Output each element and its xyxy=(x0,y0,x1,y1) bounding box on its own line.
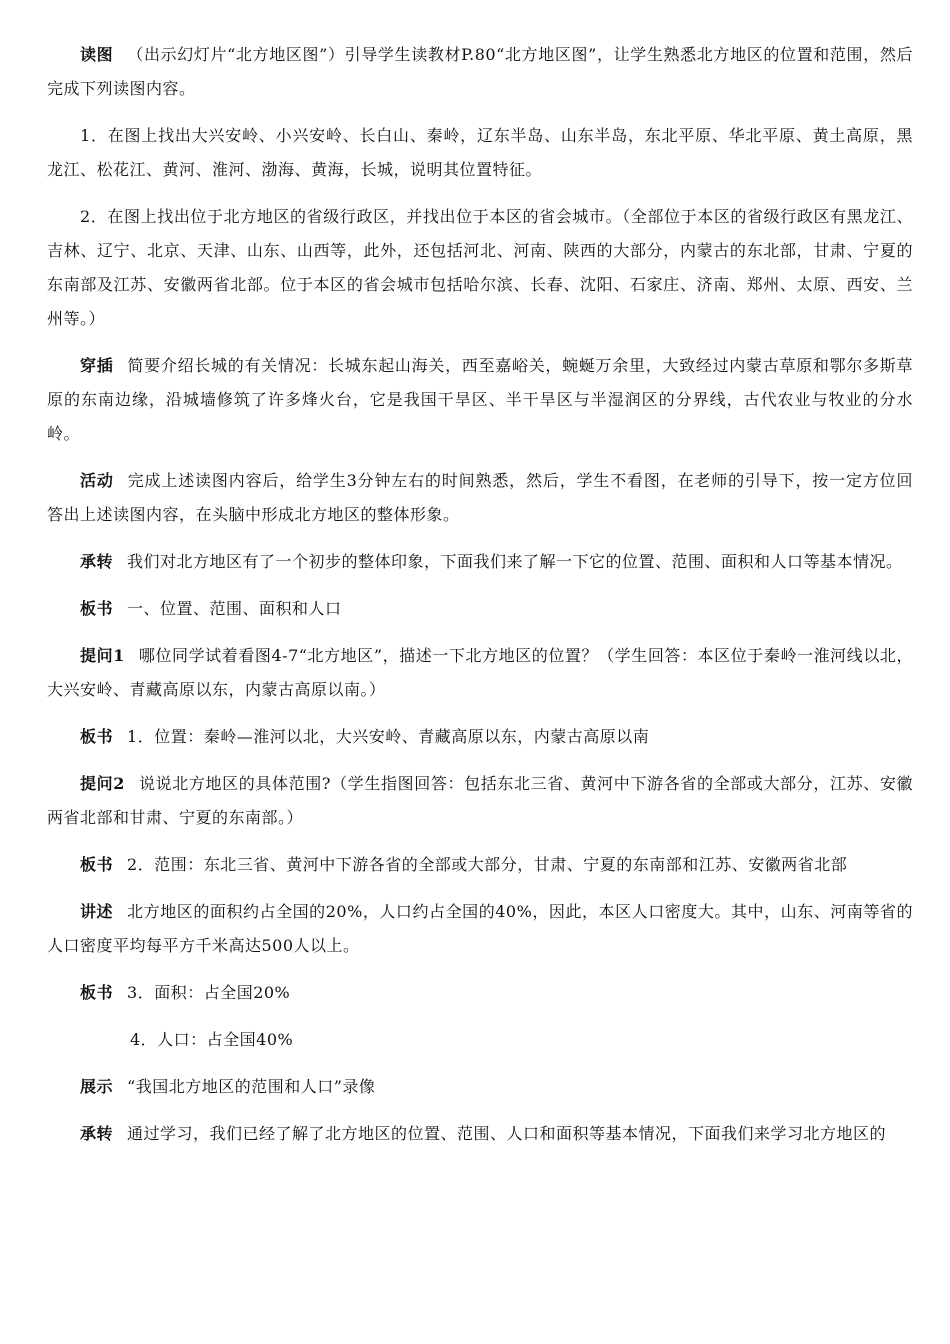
paragraph-text: 哪位同学试着看图4-7“北方地区”，描述一下北方地区的位置？（学生回答：本区位于秦岭一淮河线以北，大兴安岭、青藏高原以东，内蒙古高原以南。） xyxy=(47,646,913,699)
paragraph-label: 活动 xyxy=(80,471,114,490)
paragraph-label: 讲述 xyxy=(80,902,114,921)
paragraph-board-1 xyxy=(47,592,913,626)
paragraph-text: 4．人口：占全国40% xyxy=(130,1030,294,1049)
paragraph-question-2 xyxy=(47,767,913,835)
paragraph-text: 2．在图上找出位于北方地区的省级行政区，并找出位于本区的省会城市。（全部位于本区的省级行政区有黑龙江、吉林、辽宁、北京、天津、山东、山西等，此外，还包括河北、河南、陕西的大部分，内蒙古的东北部，甘肃、宁夏的东南部及江苏、安徽两省北部。位于本区的省会城市包括哈尔滨、长春、沈阳、石家庄、济南、郑州、太原、西安、兰州等。） xyxy=(47,207,913,328)
paragraph-text: 3．面积：占全国20% xyxy=(127,983,291,1002)
paragraph-board-location xyxy=(47,720,913,754)
paragraph-text: 1．位置：秦岭—淮河以北，大兴安岭、青藏高原以东，内蒙古高原以南 xyxy=(127,727,650,746)
paragraph-task-2 xyxy=(47,200,913,336)
paragraph-label: 读图 xyxy=(80,45,114,64)
paragraph-label: 承转 xyxy=(80,1124,114,1143)
paragraph-board-population xyxy=(47,1023,913,1057)
paragraph-text: 通过学习，我们已经了解了北方地区的位置、范围、人口和面积等基本情况，下面我们来学习北方地区的 xyxy=(127,1124,887,1143)
paragraph-text: 我们对北方地区有了一个初步的整体印象，下面我们来了解一下它的位置、范围、面积和人口等基本情况。 xyxy=(127,552,903,571)
document-page xyxy=(47,38,913,1164)
paragraph-text: （出示幻灯片“北方地区图”）引导学生读教材P.80“北方地区图”，让学生熟悉北方地区的位置和范围，然后完成下列读图内容。 xyxy=(47,45,913,98)
paragraph-transition-2 xyxy=(47,1117,913,1151)
paragraph-text: 北方地区的面积约占全国的20%，人口约占全国的40%，因此，本区人口密度大。其中，山东、河南等省的人口密度平均每平方千米高达500人以上。 xyxy=(47,902,913,955)
paragraph-task-1 xyxy=(47,119,913,187)
paragraph-label: 板书 xyxy=(80,727,114,746)
paragraph-label: 板书 xyxy=(80,855,114,874)
paragraph-label: 穿插 xyxy=(80,356,114,375)
paragraph-label: 板书 xyxy=(80,983,114,1002)
paragraph-show xyxy=(47,1070,913,1104)
paragraph-narration xyxy=(47,895,913,963)
paragraph-text: 完成上述读图内容后，给学生3分钟左右的时间熟悉，然后，学生不看图，在老师的引导下，按一定方位回答出上述读图内容，在头脑中形成北方地区的整体形象。 xyxy=(47,471,913,524)
paragraph-question-1 xyxy=(47,639,913,707)
paragraph-text: 简要介绍长城的有关情况：长城东起山海关，西至嘉峪关，蜿蜒万余里，大致经过内蒙古草原和鄂尔多斯草原的东南边缘，沿城墙修筑了许多烽火台，它是我国干旱区、半干旱区与半湿润区的分界线，古代农业与牧业的分水岭。 xyxy=(47,356,913,443)
paragraph-label: 提问2 xyxy=(80,774,125,793)
paragraph-label: 板书 xyxy=(80,599,114,618)
paragraph-text: 1．在图上找出大兴安岭、小兴安岭、长白山、秦岭，辽东半岛、山东半岛，东北平原、华北平原、黄土高原，黑龙江、松花江、黄河、淮河、渤海、黄海，长城，说明其位置特征。 xyxy=(47,126,913,179)
paragraph-text: 一、位置、范围、面积和人口 xyxy=(127,599,342,618)
paragraph-text: “我国北方地区的范围和人口”录像 xyxy=(127,1077,376,1096)
paragraph-transition-1 xyxy=(47,545,913,579)
paragraph-read-map xyxy=(47,38,913,106)
paragraph-board-range xyxy=(47,848,913,882)
paragraph-insert xyxy=(47,349,913,451)
paragraph-text: 2．范围：东北三省、黄河中下游各省的全部或大部分，甘肃、宁夏的东南部和江苏、安徽两省北部 xyxy=(127,855,848,874)
paragraph-label: 展示 xyxy=(80,1077,114,1096)
paragraph-label: 提问1 xyxy=(80,646,125,665)
paragraph-board-area xyxy=(47,976,913,1010)
paragraph-text: 说说北方地区的具体范围?（学生指图回答：包括东北三省、黄河中下游各省的全部或大部分，江苏、安徽两省北部和甘肃、宁夏的东南部。） xyxy=(47,774,913,827)
paragraph-label: 承转 xyxy=(80,552,114,571)
paragraph-activity xyxy=(47,464,913,532)
